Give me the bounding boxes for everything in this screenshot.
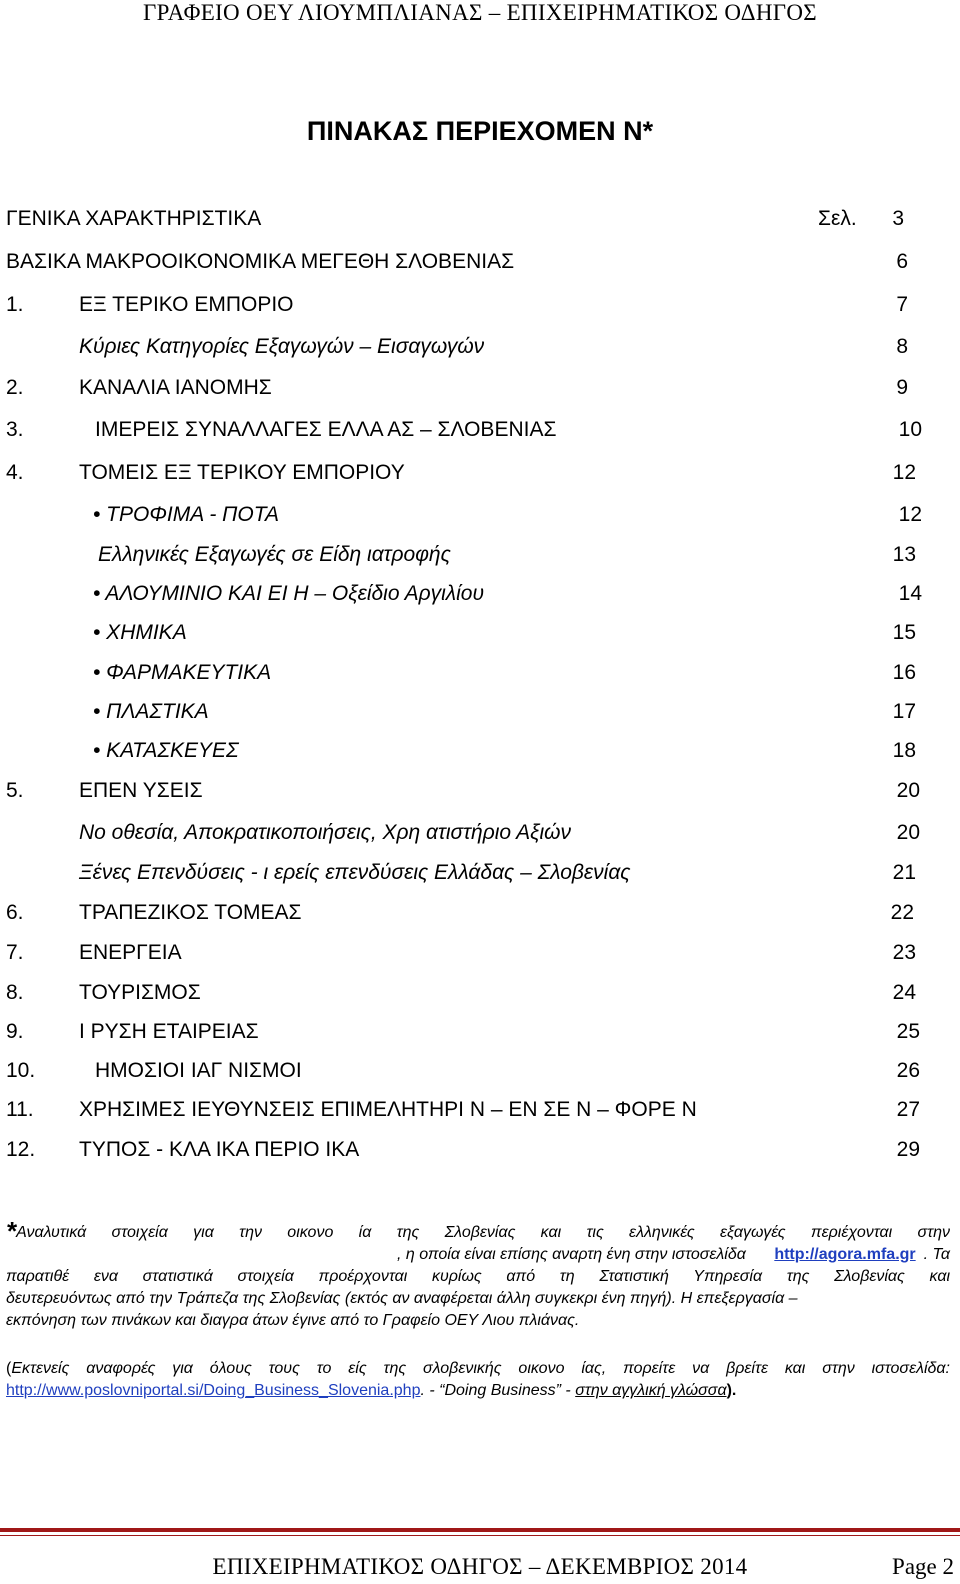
toc-entry-label: ΤΟΜΕΙΣ ΕΞ ΤΕΡΙΚΟΥ ΕΜΠΟΡΙΟΥ xyxy=(79,461,405,484)
toc-entry-page: 6 xyxy=(896,250,908,273)
toc-entry xyxy=(0,900,960,926)
toc-entry xyxy=(0,778,960,804)
toc-entry-label: ΤΥΠΟΣ - ΚΛΑ ΙΚΑ ΠΕΡΙΟ ΙΚΑ xyxy=(79,1138,360,1161)
toc-entry xyxy=(0,1019,960,1045)
toc-entry-label: • ΤΡΟΦΙΜΑ - ΠΟΤΑ xyxy=(93,503,279,526)
toc-title: ΠΙΝΑΚΑΣ ΠΕΡΙΕΧΟΜΕΝ Ν* xyxy=(306,116,654,146)
toc-entry-label: ΕΠΕΝ ΥΣΕΙΣ xyxy=(79,779,203,802)
toc-entry xyxy=(0,820,960,846)
poslovniportal-link[interactable]: http://www.poslovniportal.si/Doing_Business_Slovenia.php xyxy=(6,1382,421,1399)
toc-entry-label: Νο οθεσία, Αποκρατικοποιήσεις, Χρη ατιστήριο Αξιών xyxy=(79,821,572,844)
toc-entry-number: 4. xyxy=(6,461,24,484)
toc-entry-page: 18 xyxy=(892,739,916,762)
toc-entry-label: • ΑΛΟΥΜΙΝΙΟ ΚΑΙ ΕΙ Η – Οξείδιο Αργιλίου xyxy=(93,582,485,605)
footnote-line-1: *Αναλυτικά στοιχεία για την οικονο ία της Σλοβενίας και τις ελληνικές εξαγωγές περιέχονται στην xyxy=(6,1216,950,1246)
toc-page-prefix: Σελ. xyxy=(818,207,857,230)
toc-entry xyxy=(0,417,960,443)
toc-entry xyxy=(0,620,960,646)
english-language-link[interactable]: στην αγγλική γλώσσα xyxy=(575,1382,727,1399)
toc-entry-label: ΓΕΝΙΚΑ ΧΑΡΑΚΤΗΡΙΣΤΙΚΑ xyxy=(6,207,262,230)
toc-entry-label: Ι ΡΥΣΗ ΕΤΑΙΡΕΙΑΣ xyxy=(79,1020,259,1043)
note-block xyxy=(6,1358,950,1402)
page-number: Page 2 xyxy=(892,1554,954,1579)
footnote-star: * xyxy=(6,1216,17,1246)
toc-entry-label: Κύριες Κατηγορίες Εξαγωγών – Εισαγωγών xyxy=(79,335,485,358)
toc-entry xyxy=(0,860,960,886)
toc-entry xyxy=(0,738,960,764)
toc-entry-page: 21 xyxy=(892,861,916,884)
toc-entry-label: • ΠΛΑΣΤΙΚΑ xyxy=(93,700,209,723)
toc-entry xyxy=(0,206,960,232)
toc-entry-page: 17 xyxy=(892,700,916,723)
toc-entry xyxy=(0,940,960,966)
toc-entry-label: ΤΟΥΡΙΣΜΟΣ xyxy=(79,981,201,1004)
toc-entry-page: 9 xyxy=(896,376,908,399)
toc-entry xyxy=(0,581,960,607)
toc-entry-label: Ξένες Επενδύσεις - ι ερείς επενδύσεις Ελλάδας – Σλοβενίας xyxy=(79,861,631,884)
toc-entry-page: 12 xyxy=(892,461,916,484)
toc-entry xyxy=(0,1058,960,1084)
toc-entry-page: 7 xyxy=(896,293,908,316)
footer-rule-thin xyxy=(0,1535,960,1536)
running-header xyxy=(0,0,960,30)
toc-entry-page: 3 xyxy=(892,207,904,230)
toc-entry-label: ΤΡΑΠΕΖΙΚΟΣ ΤΟΜΕΑΣ xyxy=(79,901,302,924)
footnote-line-3: παρατιθέ ενα στατιστικά στοιχεία προέρχονται κυρίως από τη Στατιστική Υπηρεσία της Σλοβενίας και xyxy=(6,1268,950,1285)
toc-entry-label: ΚΑΝΑΛΙΑ ΙΑΝΟΜΗΣ xyxy=(79,376,272,399)
toc-entry xyxy=(0,660,960,686)
toc-entry-number: 3. xyxy=(6,418,24,441)
toc-entry xyxy=(0,249,960,275)
toc-entry xyxy=(0,980,960,1006)
toc-entry-number: 8. xyxy=(6,981,24,1004)
toc-entry-number: 6. xyxy=(6,901,24,924)
toc-entry-label: Ελληνικές Εξαγωγές σε Είδη ιατροφής xyxy=(98,543,451,566)
toc-entry-number: 11. xyxy=(6,1098,34,1121)
header-text: ΓΡΑΦΕΙΟ ΟΕΥ ΛΙΟΥΜΠΛΙΑΝΑΣ – ΕΠΙΧΕΙΡΗΜΑΤΙΚΟΣ ΟΔΗΓΟΣ xyxy=(143,0,817,25)
toc-entry-label: ΧΡΗΣΙΜΕΣ ΙΕΥΘΥΝΣΕΙΣ ΕΠΙΜΕΛΗΤΗΡΙ Ν – ΕΝ ΣΕ Ν – ΦΟΡΕ Ν xyxy=(79,1098,697,1121)
toc-entry-page: 24 xyxy=(892,981,916,1004)
toc-entry xyxy=(0,699,960,725)
note-line-2: http://www.poslovniportal.si/Doing_Business_Slovenia.php. - “Doing Business” - στην αγγλική γλώσσα). xyxy=(6,1382,737,1399)
note-line-1: (Εκτενείς αναφορές για όλους τους το είς της σλοβενικής οικονο ίας, πορείτε να βρείτε και στην ιστοσελίδα: xyxy=(6,1360,950,1377)
footer-rule-thick xyxy=(0,1528,960,1532)
toc-entry-page: 27 xyxy=(896,1098,920,1121)
toc-entry-label: ΒΑΣΙΚΑ ΜΑΚΡΟΟΙΚΟΝΟΜΙΚΑ ΜΕΓΕΘΗ ΣΛΟΒΕΝΙΑΣ xyxy=(6,250,515,273)
footnote-line-4: δευτερευόντως από την Τράπεζα της Σλοβενίας (εκτός αν αναφέρεται άλλη συγκεκρι ένη πηγή). Η επεξεργασία – xyxy=(6,1290,798,1307)
toc-entry-page: 13 xyxy=(892,543,916,566)
toc-entry-page: 25 xyxy=(896,1020,920,1043)
toc-entry xyxy=(0,334,960,360)
toc-entry-label: • ΧΗΜΙΚΑ xyxy=(93,621,187,644)
toc-entry xyxy=(0,1097,960,1123)
running-footer: ΕΠΙΧΕΙΡΗΜΑΤΙΚΟΣ ΟΔΗΓΟΣ – ΔΕΚΕΜΒΡΙΟΣ 2014 xyxy=(212,1554,748,1579)
toc-entry-page: 10 xyxy=(898,418,922,441)
toc-entry-page: 23 xyxy=(892,941,916,964)
toc-entry-page: 15 xyxy=(892,621,916,644)
toc-entry-number: 9. xyxy=(6,1020,24,1043)
toc-entry-number: 5. xyxy=(6,779,24,802)
toc-entry-page: 16 xyxy=(892,661,916,684)
footnote-line-5: εκπόνηση των πινάκων και διαγρα άτων έγινε από το Γραφείο ΟΕΥ Λιου πλιάνας. xyxy=(6,1312,580,1329)
footnote-block xyxy=(6,1216,950,1332)
toc-entry-page: 29 xyxy=(896,1138,920,1161)
toc-entry xyxy=(0,542,960,568)
toc-entry-page: 20 xyxy=(896,779,920,802)
toc-entry-label: • ΚΑΤΑΣΚΕΥΕΣ xyxy=(93,739,239,762)
toc-entry-number: 7. xyxy=(6,941,24,964)
toc-entry-page: 14 xyxy=(898,582,922,605)
toc-entry-label: ΙΜΕΡΕΙΣ ΣΥΝΑΛΛΑΓΕΣ ΕΛΛΑ ΑΣ – ΣΛΟΒΕΝΙΑΣ xyxy=(95,418,557,441)
toc-entry-label: ΕΝΕΡΓΕΙΑ xyxy=(79,941,182,964)
agora-link[interactable]: http://agora.mfa.gr xyxy=(774,1246,916,1263)
toc-entry-label: • ΦΑΡΜΑΚΕΥΤΙΚΑ xyxy=(93,661,272,684)
toc-entry-page: 22 xyxy=(890,901,914,924)
toc-entry-number: 12. xyxy=(6,1138,36,1161)
toc-entry-number: 10. xyxy=(6,1059,36,1082)
toc-entry xyxy=(0,502,960,528)
toc-entry-page: 20 xyxy=(896,821,920,844)
toc-entry-page: 26 xyxy=(896,1059,920,1082)
toc-entry-label: ΗΜΟΣΙΟΙ ΙΑΓ ΝΙΣΜΟΙ xyxy=(95,1059,302,1082)
toc-entry xyxy=(0,292,960,318)
toc-entry-page: 8 xyxy=(896,335,908,358)
footnote-line-2: , η οποία είναι επίσης αναρτη ένη στην ιστοσελίδα http://agora.mfa.gr . Τα xyxy=(397,1246,950,1263)
toc-entry-label: ΕΞ ΤΕΡΙΚΟ ΕΜΠΟΡΙΟ xyxy=(79,293,294,316)
toc-entry-number: 2. xyxy=(6,376,24,399)
toc-entry xyxy=(0,460,960,486)
toc-entry xyxy=(0,375,960,401)
toc-entry xyxy=(0,1137,960,1163)
toc-entry-page: 12 xyxy=(898,503,922,526)
toc-entry-number: 1. xyxy=(6,293,24,316)
